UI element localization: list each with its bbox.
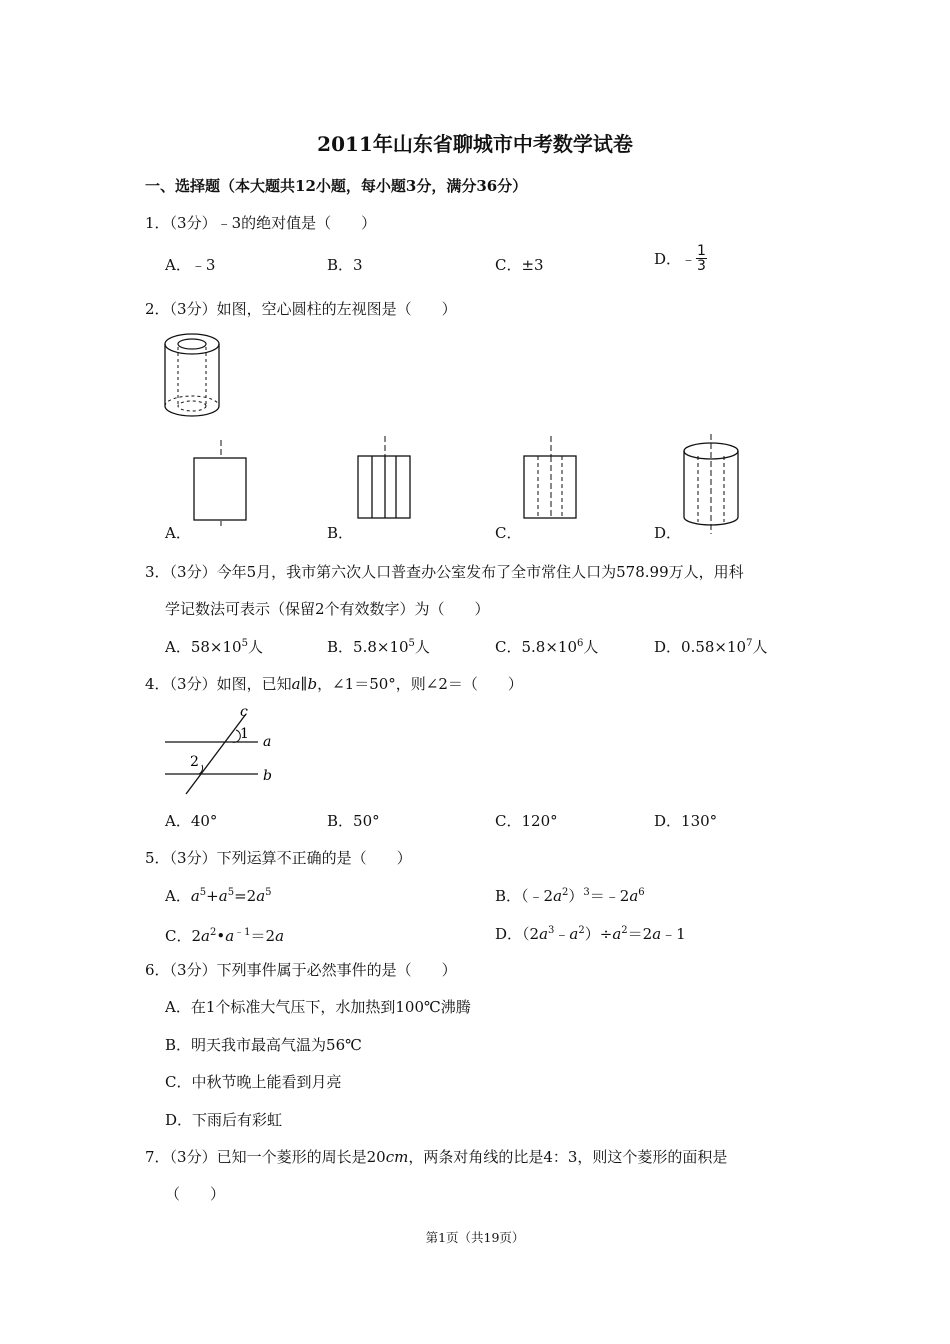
q3-a-exponent: 5 xyxy=(241,638,248,649)
q2-stem: 2．（3分）如图，空心圆柱的左视图是（ ） xyxy=(145,300,457,318)
section-heading: 一、选择题（本大题共12小题，每小题3分，满分36分） xyxy=(145,177,528,195)
q5-option-c: C．$2a^2•a^{﹣1}=2a$ xyxy=(165,927,285,945)
q6-option-b: B．明天我市最高气温为56℃ xyxy=(165,1036,362,1054)
q3-a-base: A．58×10 xyxy=(165,638,242,656)
q3-option-d xyxy=(654,636,767,657)
q6-option-a: A．在1个标准大气压下，水加热到100℃沸腾 xyxy=(165,998,471,1016)
q5-option-a: A．$a^5+a^5=2a^5$ xyxy=(165,887,272,905)
q3-option-a xyxy=(165,636,263,657)
q3-b-base: B．5.8×10 xyxy=(327,638,409,656)
q2-option-d: D． xyxy=(654,524,682,542)
q5-stem: 5．（3分）下列运算不正确的是（ ） xyxy=(145,849,412,867)
fig-label-b: b xyxy=(263,768,272,784)
q5-option-b: B．$(﹣2a^2)^3=﹣2a^6$ xyxy=(495,887,645,905)
q4-stem-var-a: a xyxy=(291,675,301,693)
q3-d-unit: 人 xyxy=(752,638,768,656)
q2-option-d-figure xyxy=(680,434,742,534)
q2-option-a: A． xyxy=(165,524,191,542)
q3-a-unit: 人 xyxy=(247,638,263,656)
q4-option-b: B．50° xyxy=(327,812,380,830)
fig-label-c: c xyxy=(240,704,248,720)
q4-stem-post: ，∠1＝50°，则∠2＝（ ） xyxy=(317,675,523,693)
fraction-denominator: 3 xyxy=(697,258,706,274)
q7-stem-line2: （ ） xyxy=(165,1185,226,1203)
q4-stem-var-b: b xyxy=(307,675,318,693)
q5-a-label: A． xyxy=(165,887,191,905)
q3-option-c xyxy=(495,636,598,657)
q1-option-d-label: D． xyxy=(654,250,682,268)
parallel-lines-figure xyxy=(160,702,280,797)
q5-b-label: B．（﹣2 xyxy=(495,887,554,905)
q1-option-d xyxy=(654,244,707,273)
q3-c-base: C．5.8×10 xyxy=(495,638,577,656)
q2-option-c-figure xyxy=(520,436,582,522)
q7-stem-post: ，两条对角线的比是4：3，则这个菱形的面积是 xyxy=(408,1148,728,1166)
q3-b-unit: 人 xyxy=(414,638,430,656)
hollow-cylinder-figure xyxy=(160,330,225,420)
q3-c-exponent: 6 xyxy=(577,638,584,649)
q1-option-c: C．±3 xyxy=(495,256,544,274)
q3-stem-line1: 3．（3分）今年5月，我市第六次人口普查办公室发布了全市常住人口为578.99万人，用科 xyxy=(145,563,744,581)
q1-option-a: A．﹣3 xyxy=(165,256,216,274)
q4-stem xyxy=(145,673,523,694)
q7-stem xyxy=(145,1146,727,1167)
q3-d-exponent: 7 xyxy=(746,638,753,649)
q1-option-d-fraction xyxy=(696,244,707,273)
q7-stem-pre: 7．（3分）已知一个菱形的周长是20 xyxy=(145,1148,386,1166)
q5-c-label: C．2 xyxy=(165,927,202,945)
q4-stem-pre: 4．（3分）如图，已知 xyxy=(145,675,292,693)
q1-stem: 1．（3分）﹣3的绝对值是（ ） xyxy=(145,214,377,232)
q4-option-c: C．120° xyxy=(495,812,558,830)
q2-option-a-figure xyxy=(190,440,252,526)
q1-option-b: B．3 xyxy=(327,256,363,274)
q5-d-label: D．（2 xyxy=(495,925,540,943)
q7-stem-unit: cm xyxy=(385,1148,409,1166)
fig-label-a: a xyxy=(263,734,272,750)
q3-c-unit: 人 xyxy=(583,638,599,656)
q3-d-base: D．0.58×10 xyxy=(654,638,747,656)
fraction-numerator: 1 xyxy=(697,243,706,259)
q6-option-c: C．中秋节晚上能看到月亮 xyxy=(165,1073,342,1091)
q4-stem-parallel: ∥ xyxy=(300,675,308,693)
q4-option-a: A．40° xyxy=(165,812,218,830)
q2-option-c: C． xyxy=(495,524,522,542)
q3-option-b xyxy=(327,636,430,657)
q3-b-exponent: 5 xyxy=(408,638,415,649)
fig-label-1: 1 xyxy=(240,726,249,742)
q1-option-d-sign: ﹣ xyxy=(681,250,697,268)
q6-stem: 6．（3分）下列事件属于必然事件的是（ ） xyxy=(145,961,457,979)
page-footer: 第1页（共19页） xyxy=(425,1230,525,1245)
q3-stem-line2: 学记数法可表示（保留2个有效数字）为（ ） xyxy=(165,600,490,618)
q2-option-b: B． xyxy=(327,524,354,542)
q6-option-d: D．下雨后有彩虹 xyxy=(165,1111,283,1129)
q2-option-b-figure xyxy=(354,436,416,522)
fig-label-2: 2 xyxy=(190,754,199,770)
q4-option-d: D．130° xyxy=(654,812,718,830)
q5-option-d: D．$(2a^3﹣a^2)\div a^2=2a﹣1$ xyxy=(495,925,686,943)
page-title: 2011年山东省聊城市中考数学试卷 xyxy=(317,132,633,156)
